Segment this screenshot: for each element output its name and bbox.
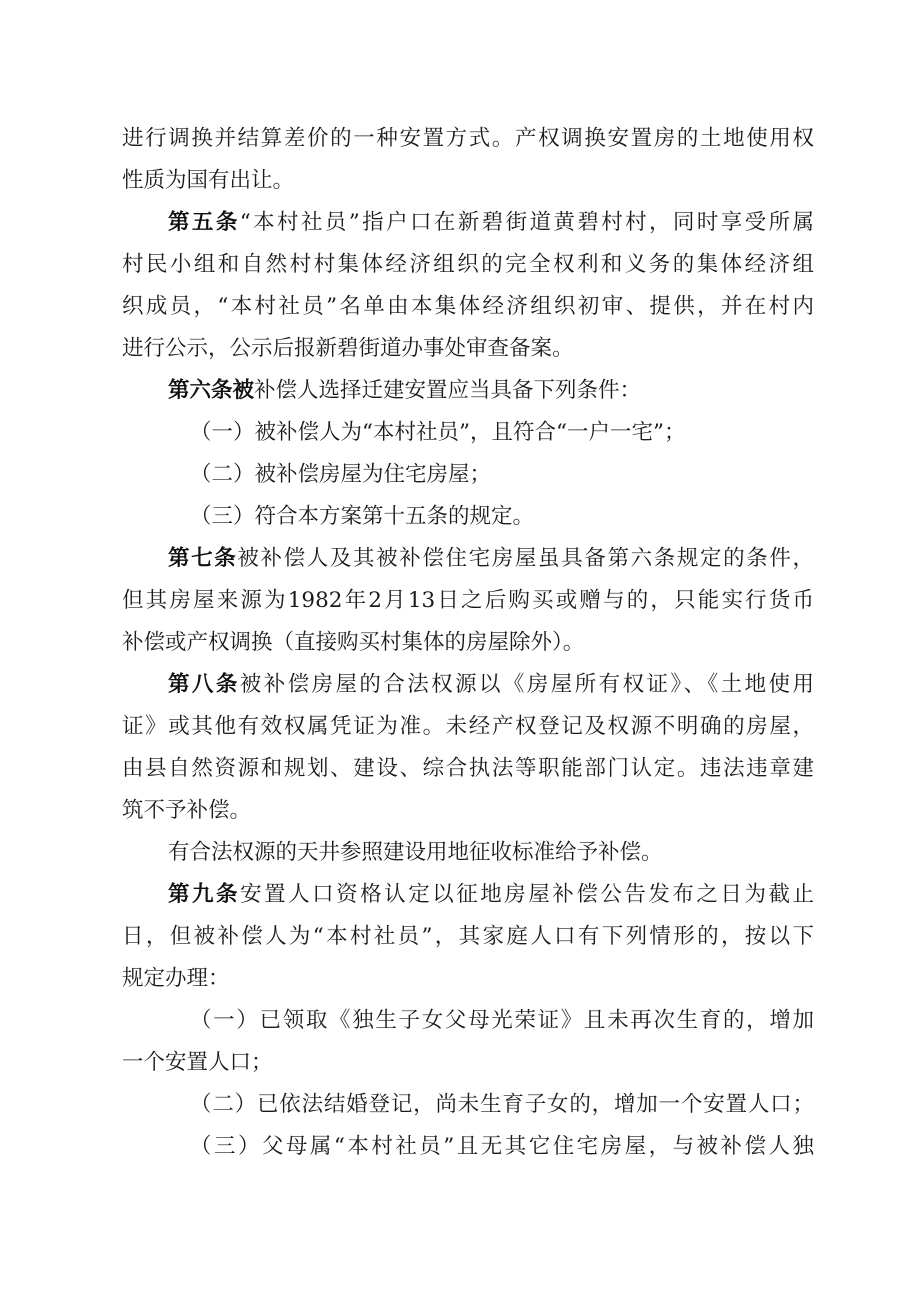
article-7-text: 被补偿人及其被补偿住宅房屋虽具备第六条规定的条件， — [237, 546, 814, 571]
article-5-line-2: 村民小组和自然村村集体经济组织的完全权利和义务的集体经济组 — [122, 252, 814, 277]
article-8-line-2: 证》或其他有效权属凭证为准。未经产权登记及权源不明确的房屋， — [122, 714, 814, 739]
article-5-line-4: 进行公示，公示后报新碧街道办事处审查备案。 — [122, 336, 574, 361]
article-9-text: 安置人口资格认定以征地房屋补偿公告发布之日为截止 — [240, 882, 814, 907]
article-9-line-1 — [122, 874, 814, 916]
article-8-line-3: 由县自然资源和规划、建设、综合执法等职能部门认定。违法违章建 — [122, 756, 814, 781]
article-7-line-3: 补偿或产权调换（直接购买村集体的房屋除外）。 — [122, 630, 585, 655]
article-5-line-3: 织成员，“本村社员”名单由本集体经济组织初审、提供，并在村内 — [122, 294, 814, 319]
article-6-text: 补偿人选择迁建安置应当具备下列条件： — [254, 378, 642, 403]
article-6-item-2: （二）被补偿房屋为住宅房屋； — [190, 462, 492, 487]
intro-line-2: 性质为国有出让。 — [122, 168, 295, 193]
article-6-title: 第六条被 — [168, 378, 255, 403]
article-7-line-2: 但其房屋来源为1982年2月13日之后购买或赠与的，只能实行货币 — [122, 588, 814, 613]
article-9-line-3: 规定办理： — [122, 966, 230, 991]
article-8-line-4: 筑不予补偿。 — [122, 798, 252, 823]
document-page — [122, 118, 814, 1168]
article-8-text: 被补偿房屋的合法权源以《房屋所有权证》、《土地使用 — [239, 672, 814, 697]
article-8-paragraph-2: 有合法权源的天井参照建设用地征收标准给予补偿。 — [168, 840, 663, 865]
article-6-line-1 — [122, 370, 814, 412]
article-8-line-1 — [122, 664, 814, 706]
article-7-title: 第七条 — [168, 546, 238, 571]
article-6-item-3: （三）符合本方案第十五条的规定。 — [190, 504, 535, 529]
article-7-line-1 — [122, 538, 814, 580]
article-9-item-2: （二）已依法结婚登记，尚未生育子女的，增加一个安置人口； — [190, 1092, 814, 1117]
article-8-title: 第八条 — [168, 672, 240, 697]
article-5-text: “本村社员”指户口在新碧街道黄碧村村，同时享受所属 — [239, 210, 814, 235]
article-9-line-2: 日，但被补偿人为“本村社员”，其家庭人口有下列情形的，按以下 — [122, 924, 814, 949]
article-9-item-1-line-1: （一）已领取《独生子女父母光荣证》且未再次生育的，增加 — [190, 1008, 814, 1033]
article-5-line-1 — [122, 202, 814, 244]
article-9-item-1-line-2: 一个安置人口； — [122, 1050, 273, 1075]
article-9-item-3: （三）父母属“本村社员”且无其它住宅房屋，与被补偿人独 — [190, 1134, 814, 1159]
article-6-item-1: （一）被补偿人为“本村社员”，且符合“一户一宅”； — [190, 420, 686, 445]
article-9-title: 第九条 — [168, 882, 241, 907]
intro-line-1: 进行调换并结算差价的一种安置方式。产权调换安置房的土地使用权 — [122, 126, 814, 151]
article-5-title: 第五条 — [168, 210, 240, 235]
